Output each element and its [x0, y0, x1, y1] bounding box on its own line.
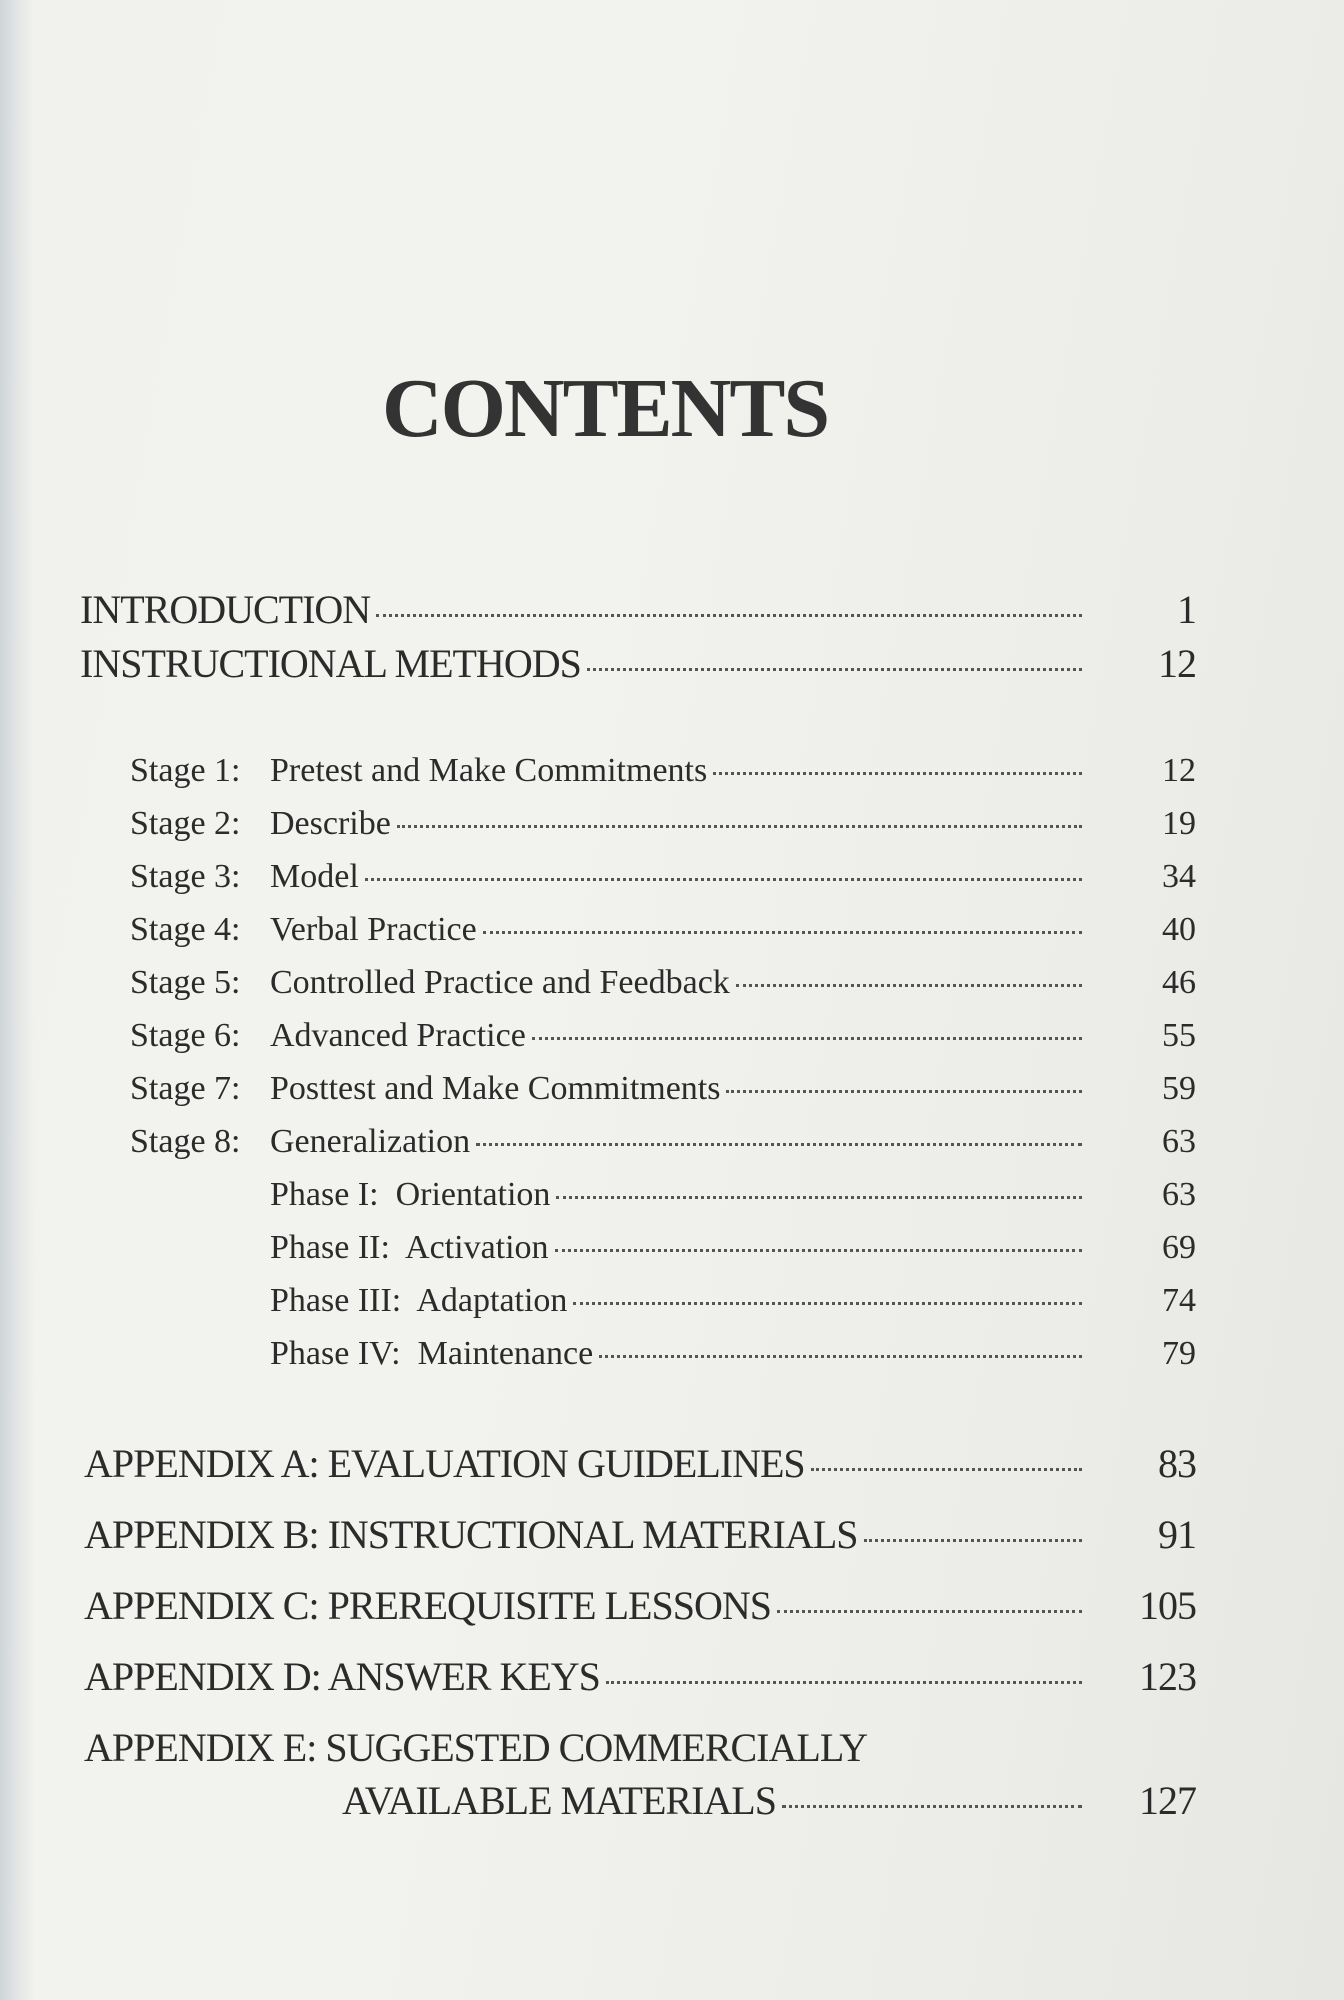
stage-title: Verbal Practice: [270, 911, 477, 948]
toc-page-number: 34: [1162, 858, 1196, 895]
dot-leader: [555, 1249, 1082, 1252]
toc-page-number: 1: [1177, 587, 1196, 632]
toc-page-number: 12: [1162, 752, 1196, 789]
toc-entry-stage: [130, 1123, 1196, 1161]
toc-entry-label: APPENDIX C: PREREQUISITE LESSONS: [84, 1583, 771, 1628]
stage-number: Stage 7:: [130, 1070, 241, 1107]
toc-entry-phase: [270, 1229, 1196, 1267]
stage-title: Model: [270, 858, 359, 895]
stage-title: Advanced Practice: [270, 1017, 526, 1054]
toc-entry-phase: [270, 1176, 1196, 1214]
phase-title: Phase I: Orientation: [270, 1176, 551, 1213]
toc-entry-label: INTRODUCTION: [80, 587, 371, 632]
toc-page-number: 40: [1162, 911, 1196, 948]
dot-leader: [726, 1090, 1082, 1093]
toc-entry-label: APPENDIX A: EVALUATION GUIDELINES: [84, 1441, 805, 1486]
toc-entry-appendix-c: [84, 1582, 1196, 1629]
dot-leader: [483, 931, 1082, 934]
toc-entry-instructional-methods: [80, 640, 1196, 687]
toc-entry-appendix-a: [84, 1440, 1196, 1487]
stage-number: Stage 2:: [130, 805, 241, 842]
toc-entry-label: AVAILABLE MATERIALS: [342, 1778, 776, 1823]
stage-number: Stage 4:: [130, 911, 241, 948]
toc-page-number: 59: [1162, 1070, 1196, 1107]
dot-leader: [365, 878, 1082, 881]
toc-entry-appendix-e: [342, 1777, 1196, 1824]
toc-entry-stage: [130, 858, 1196, 896]
dot-leader: [777, 1610, 1082, 1613]
toc-page-number: 69: [1162, 1229, 1196, 1266]
toc-entry-stage: [130, 805, 1196, 843]
toc-page-number: 46: [1162, 964, 1196, 1001]
dot-leader: [556, 1196, 1082, 1199]
toc-page-number: 105: [1139, 1583, 1196, 1628]
dot-leader: [811, 1468, 1082, 1471]
dot-leader: [573, 1302, 1082, 1305]
toc-entry-label: APPENDIX B: INSTRUCTIONAL MATERIALS: [84, 1512, 858, 1557]
toc-entry-phase: [270, 1282, 1196, 1320]
phase-title: Phase IV: Maintenance: [270, 1335, 594, 1372]
toc-entry-stage: [130, 752, 1196, 790]
phase-title: Phase III: Adaptation: [270, 1282, 568, 1319]
toc-page-number: 12: [1158, 641, 1196, 686]
dot-leader: [376, 614, 1082, 617]
toc-entry-label: INSTRUCTIONAL METHODS: [80, 641, 581, 686]
toc-page-number: 74: [1162, 1282, 1196, 1319]
toc-entry-stage: [130, 911, 1196, 949]
stage-title: Posttest and Make Commitments: [270, 1070, 721, 1107]
toc-entry-phase: [270, 1335, 1196, 1373]
stage-number: Stage 3:: [130, 858, 241, 895]
stage-title: Describe: [270, 805, 391, 842]
phase-title: Phase II: Activation: [270, 1229, 549, 1266]
stage-title: Generalization: [270, 1123, 471, 1160]
toc-page-number: 19: [1162, 805, 1196, 842]
stage-number: Stage 5:: [130, 964, 241, 1001]
toc-entry-appendix-d: [84, 1653, 1196, 1700]
toc-entry-stage: [130, 1017, 1196, 1055]
toc-entry-introduction: [80, 586, 1196, 633]
toc-page-number: 55: [1162, 1017, 1196, 1054]
dot-leader: [736, 984, 1082, 987]
toc-page-number: 63: [1162, 1176, 1196, 1213]
dot-leader: [397, 825, 1082, 828]
toc-entry-appendix-b: [84, 1511, 1196, 1558]
stage-number: Stage 6:: [130, 1017, 241, 1054]
dot-leader: [713, 772, 1082, 775]
page-title: CONTENTS: [381, 362, 829, 455]
toc-entry-label: APPENDIX D: ANSWER KEYS: [84, 1654, 600, 1699]
dot-leader: [476, 1143, 1082, 1146]
stage-title: Controlled Practice and Feedback: [270, 964, 730, 1001]
dot-leader: [532, 1037, 1082, 1040]
toc-page-number: 127: [1139, 1778, 1196, 1823]
toc-page-number: 91: [1158, 1512, 1196, 1557]
dot-leader: [606, 1681, 1082, 1684]
toc-page-number: 63: [1162, 1123, 1196, 1160]
dot-leader: [782, 1805, 1082, 1808]
toc-entry-stage: [130, 964, 1196, 1002]
toc-page-number: 123: [1139, 1654, 1196, 1699]
stage-number: Stage 8:: [130, 1123, 241, 1160]
toc-page-number: 79: [1162, 1335, 1196, 1372]
toc-entry-stage: [130, 1070, 1196, 1108]
toc-entry-appendix-e-line1: APPENDIX E: SUGGESTED COMMERCIALLY: [84, 1725, 868, 1770]
toc-page-number: 83: [1158, 1441, 1196, 1486]
dot-leader: [587, 668, 1082, 671]
stage-title: Pretest and Make Commitments: [270, 752, 708, 789]
dot-leader: [599, 1355, 1082, 1358]
stage-number: Stage 1:: [130, 752, 241, 789]
dot-leader: [864, 1539, 1082, 1542]
